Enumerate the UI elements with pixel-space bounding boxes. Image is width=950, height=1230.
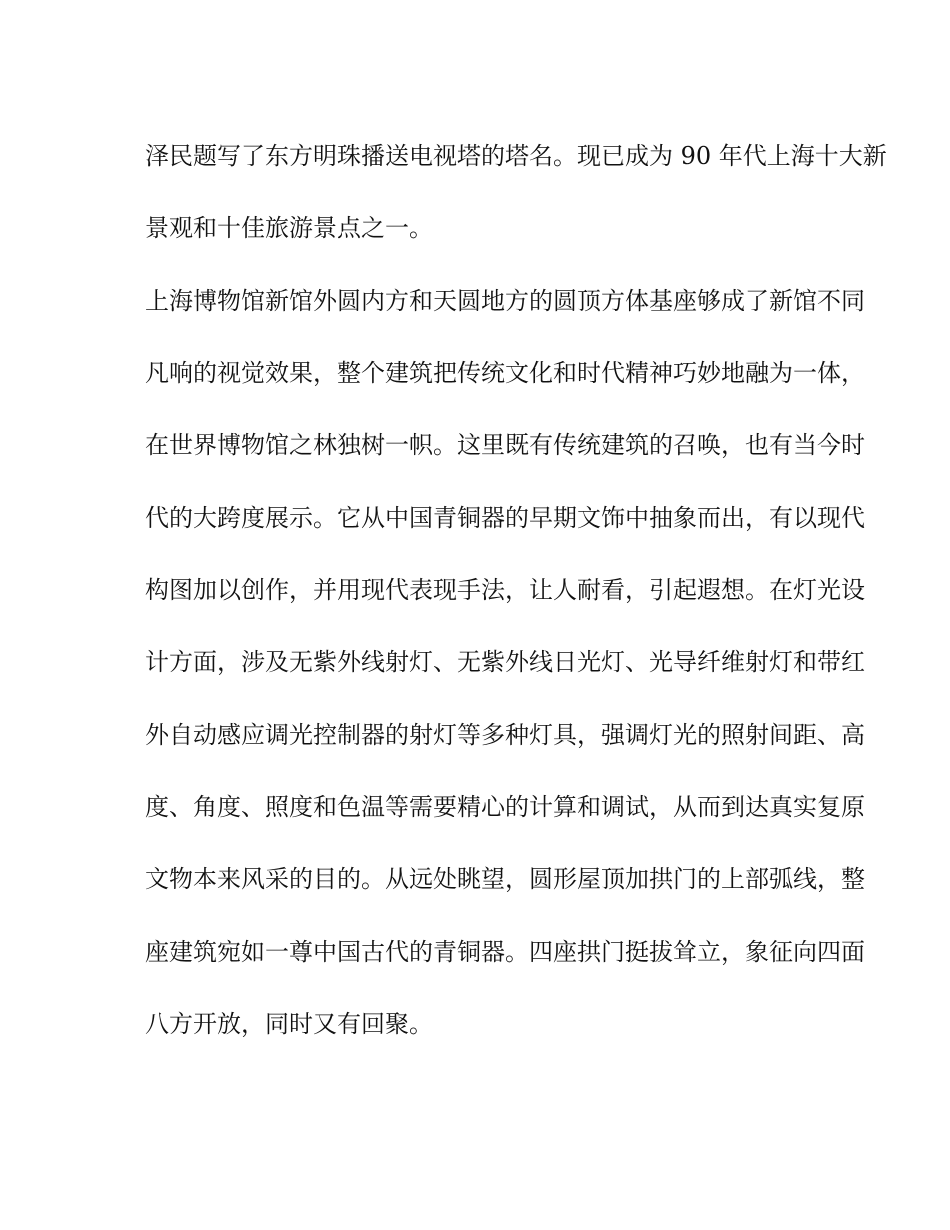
- text-line-7: 构图加以创作，并用现代表现手法，让人耐看，引起遐想。在灯光设: [145, 576, 865, 604]
- text-line-10: 度、角度、照度和色温等需要精心的计算和调试，从而到达真实复原: [145, 793, 865, 821]
- text-line-6: 代的大跨度展示。它从中国青铜器的早期文饰中抽象而出，有以现代: [145, 504, 865, 532]
- text-line-8: 计方面，涉及无紫外线射灯、无紫外线日光灯、光导纤维射灯和带红: [145, 648, 865, 676]
- text-line-9: 外自动感应调光控制器的射灯等多种灯具，强调灯光的照射间距、高: [145, 721, 865, 749]
- text-line-1: 泽民题写了东方明珠播送电视塔的塔名。现已成为 90 年代上海十大新: [145, 142, 887, 170]
- text-line-5: 在世界博物馆之林独树一帜。这里既有传统建筑的召唤，也有当今时: [145, 431, 865, 459]
- text-line-2: 景观和十佳旅游景点之一。: [145, 214, 433, 242]
- text-line-3: 上海博物馆新馆外圆内方和天圆地方的圆顶方体基座够成了新馆不同: [145, 287, 865, 315]
- text-line-12: 座建筑宛如一尊中国古代的青铜器。四座拱门挺拔耸立，象征向四面: [145, 938, 865, 966]
- text-line-4: 凡响的视觉效果，整个建筑把传统文化和时代精神巧妙地融为一体，: [145, 359, 865, 387]
- text-line-13: 八方开放，同时又有回聚。: [145, 1010, 433, 1038]
- text-line-11: 文物本来风采的目的。从远处眺望，圆形屋顶加拱门的上部弧线，整: [145, 865, 865, 893]
